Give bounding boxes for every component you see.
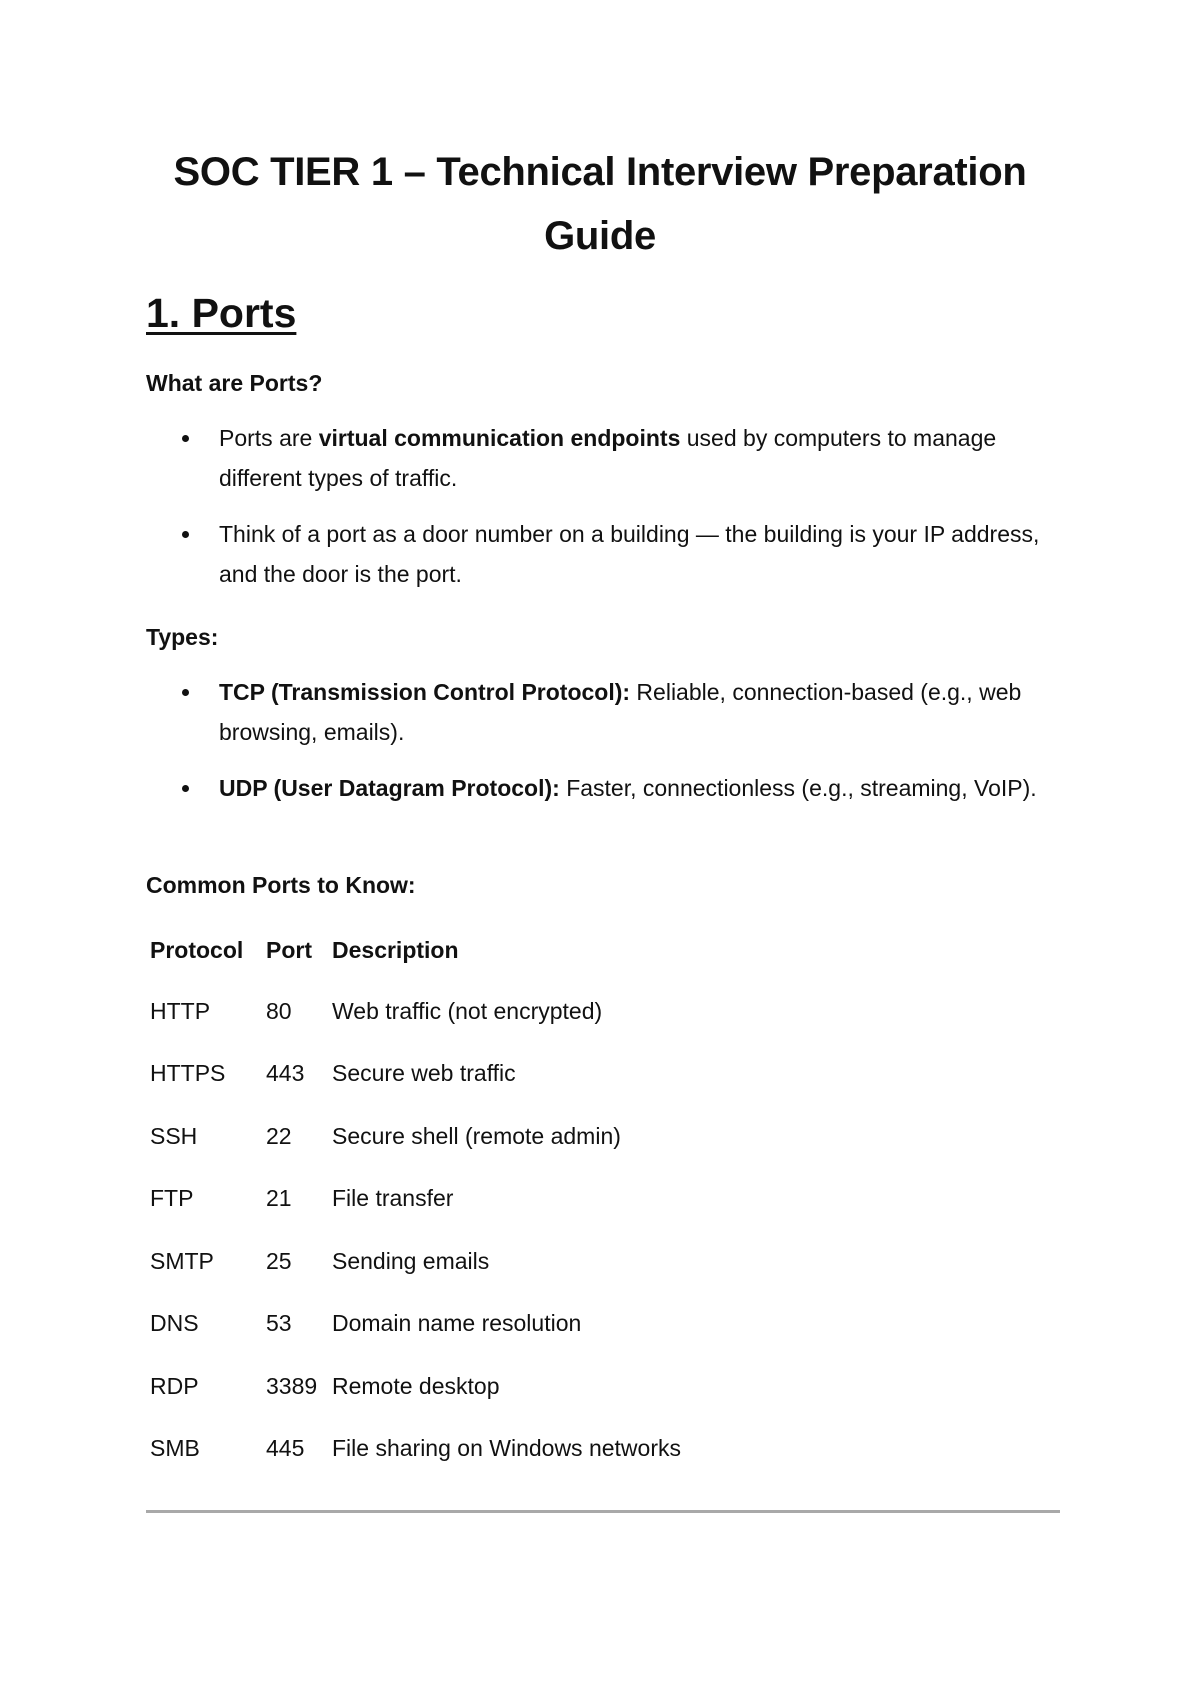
bullet-icon	[182, 435, 189, 442]
table-row	[146, 1230, 832, 1293]
document-title: SOC TIER 1 – Technical Interview Preparation Guide	[173, 150, 1027, 258]
list-item: Think of a port as a door number on a building — the building is your IP address, and the door is the port.	[146, 514, 1066, 594]
description-cell: Secure shell (remote admin)	[332, 1122, 621, 1149]
description-cell: File sharing on Windows networks	[332, 1435, 681, 1462]
common-ports-table	[146, 920, 832, 1480]
protocol-cell: SSH	[150, 1122, 198, 1149]
table-header-row	[146, 920, 832, 980]
description-cell: Secure web traffic	[332, 1060, 516, 1087]
port-cell: 445	[266, 1435, 305, 1462]
description-cell: Web traffic (not encrypted)	[332, 997, 603, 1024]
what-are-ports-heading: What are Ports?	[146, 370, 323, 396]
section-heading-ports: 1. Ports	[146, 290, 297, 336]
port-cell: 443	[266, 1060, 305, 1087]
column-header-port: Port	[266, 936, 312, 963]
table-row	[146, 1043, 832, 1106]
port-cell: 25	[266, 1247, 292, 1274]
protocol-cell: FTP	[150, 1185, 194, 1212]
what-are-ports-list	[146, 418, 1066, 610]
table-row	[146, 980, 832, 1043]
port-cell: 80	[266, 997, 292, 1024]
list-item: UDP (User Datagram Protocol): Faster, connectionless (e.g., streaming, VoIP).	[146, 768, 1066, 808]
description-cell: File transfer	[332, 1185, 454, 1212]
list-item: Ports are virtual communication endpoints used by computers to manage different types of traffic.	[146, 418, 1066, 498]
bullet-icon	[182, 531, 189, 538]
protocol-cell: RDP	[150, 1372, 199, 1399]
port-cell: 21	[266, 1185, 292, 1212]
port-cell: 22	[266, 1122, 292, 1149]
table-row	[146, 1168, 832, 1231]
list-item: TCP (Transmission Control Protocol): Reliable, connection-based (e.g., web browsing, emails).	[146, 672, 1066, 752]
table-row	[146, 1105, 832, 1168]
column-header-description: Description	[332, 936, 459, 963]
protocol-cell: HTTPS	[150, 1060, 226, 1087]
protocol-cell: SMB	[150, 1435, 200, 1462]
protocol-cell: SMTP	[150, 1247, 214, 1274]
types-list	[146, 672, 1066, 824]
bullet-icon	[182, 785, 189, 792]
types-heading: Types:	[146, 624, 219, 650]
horizontal-divider	[146, 1510, 1060, 1513]
column-header-protocol: Protocol	[150, 936, 244, 963]
table-row	[146, 1418, 832, 1481]
table-row	[146, 1355, 832, 1418]
protocol-cell: HTTP	[150, 997, 211, 1024]
bullet-icon	[182, 689, 189, 696]
common-ports-heading: Common Ports to Know:	[146, 872, 416, 898]
table-row	[146, 1293, 832, 1356]
description-cell: Remote desktop	[332, 1372, 500, 1399]
description-cell: Domain name resolution	[332, 1310, 582, 1337]
protocol-cell: DNS	[150, 1310, 199, 1337]
port-cell: 53	[266, 1310, 292, 1337]
port-cell: 3389	[266, 1372, 318, 1399]
description-cell: Sending emails	[332, 1247, 490, 1274]
